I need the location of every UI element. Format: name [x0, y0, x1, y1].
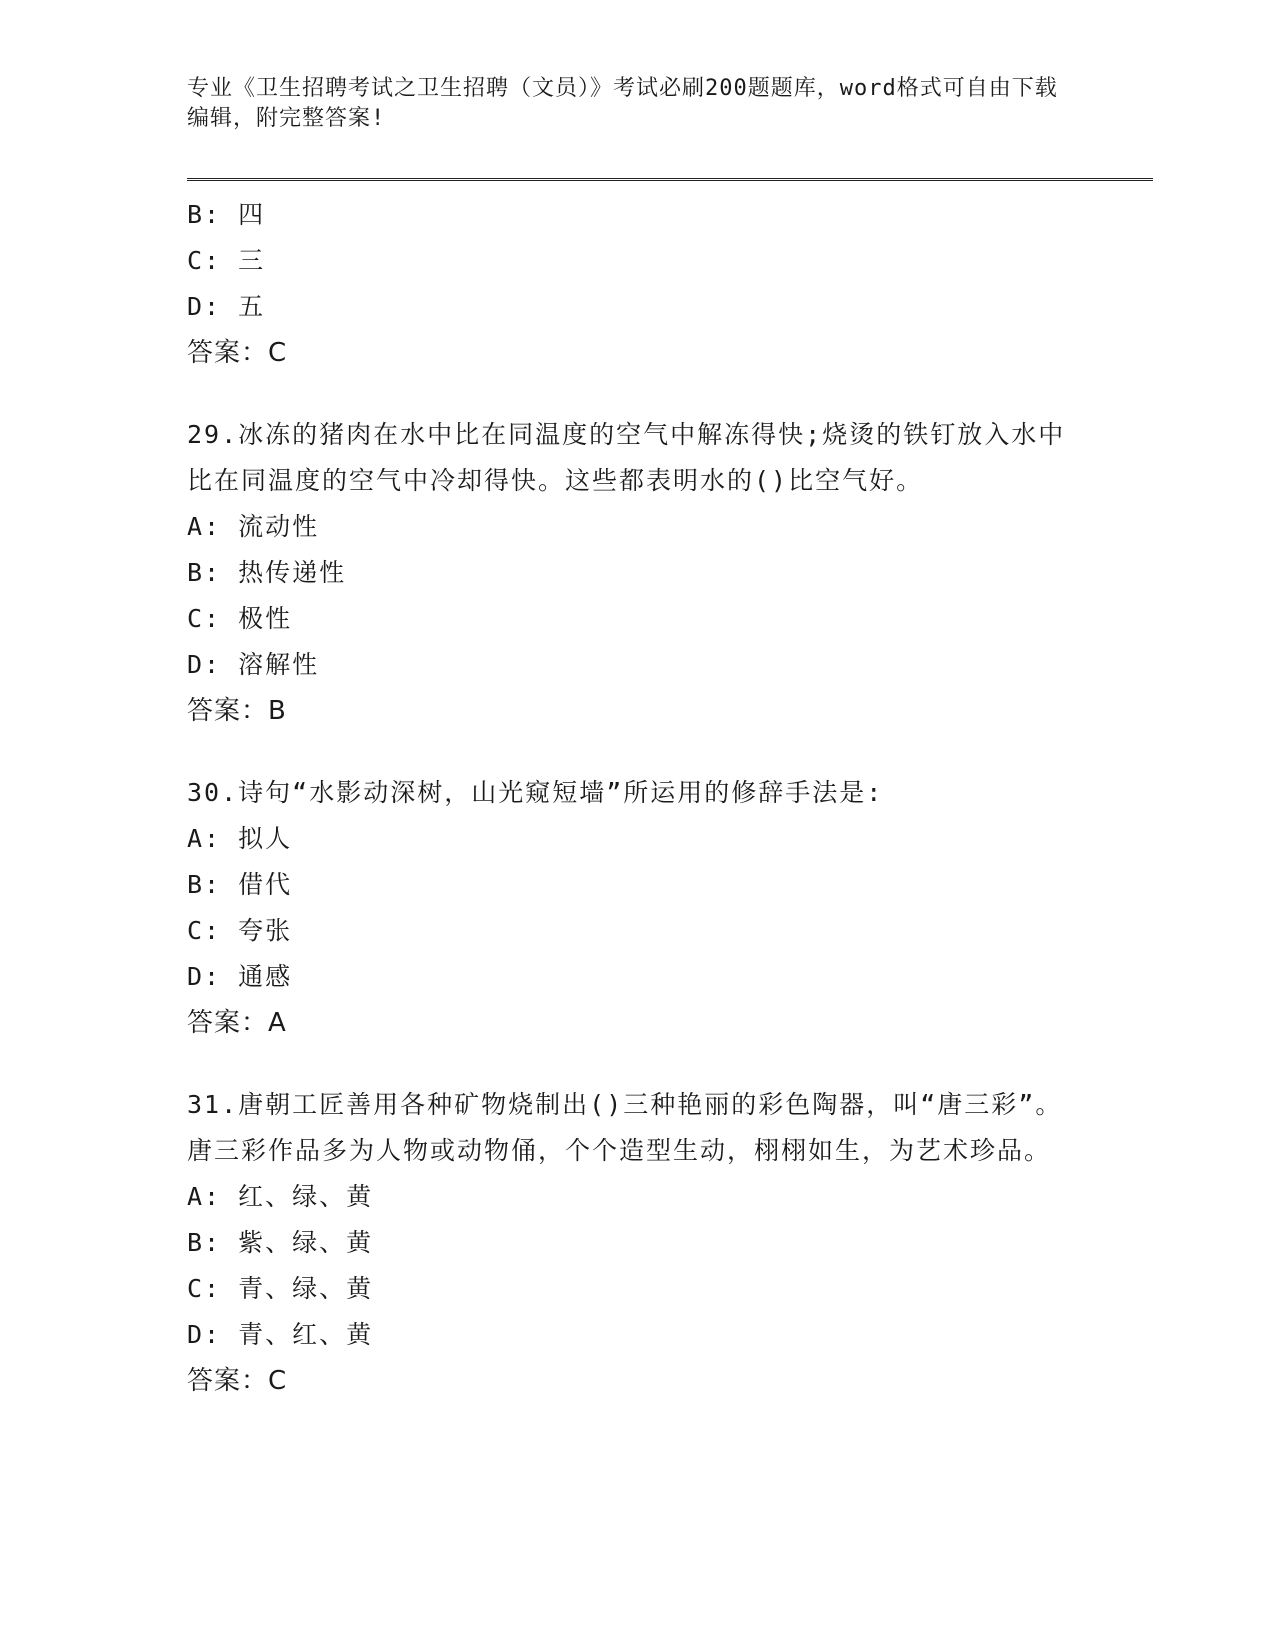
option-d: D: 溶解性 — [187, 650, 320, 679]
option-b: B: 四 — [187, 200, 266, 229]
option-a: A: 拟人 — [187, 824, 293, 853]
question-29 — [187, 412, 1087, 734]
document-header: 专业《卫生招聘考试之卫生招聘（文员）》考试必刷200题题库，word格式可自由下载编辑，附完整答案! — [187, 76, 1058, 131]
answer: 答案：C — [187, 338, 288, 368]
question-31 — [187, 1082, 1087, 1404]
option-b: B: 紫、绿、黄 — [187, 1228, 374, 1257]
option-b: B: 热传递性 — [187, 558, 347, 587]
header-divider — [187, 178, 1153, 181]
option-a: A: 流动性 — [187, 512, 320, 541]
option-a: A: 红、绿、黄 — [187, 1182, 374, 1211]
answer: 答案：C — [187, 1366, 288, 1396]
question-28 — [187, 192, 1087, 376]
option-d: D: 通感 — [187, 962, 293, 991]
option-b: B: 借代 — [187, 870, 293, 899]
question-stem: 30.诗句“水影动深树，山光窥短墙”所运用的修辞手法是: — [187, 778, 884, 807]
option-c: C: 三 — [187, 246, 266, 275]
question-stem: 31.唐朝工匠善用各种矿物烧制出()三种艳丽的彩色陶器，叫“唐三彩”。唐三彩作品多为人物或动物俑，个个造型生动，栩栩如生，为艺术珍品。 — [187, 1090, 1063, 1165]
option-c: C: 夸张 — [187, 916, 293, 945]
option-d: D: 青、红、黄 — [187, 1320, 374, 1349]
option-c: C: 极性 — [187, 604, 293, 633]
question-content — [187, 192, 1087, 1404]
question-stem: 29.冰冻的猪肉在水中比在同温度的空气中解冻得快;烧烫的铁钉放入水中比在同温度的空气中冷却得快。这些都表明水的()比空气好。 — [187, 420, 1066, 495]
option-c: C: 青、绿、黄 — [187, 1274, 374, 1303]
question-30 — [187, 770, 1087, 1046]
answer: 答案：B — [187, 696, 287, 726]
answer: 答案：A — [187, 1008, 287, 1038]
option-d: D: 五 — [187, 292, 266, 321]
